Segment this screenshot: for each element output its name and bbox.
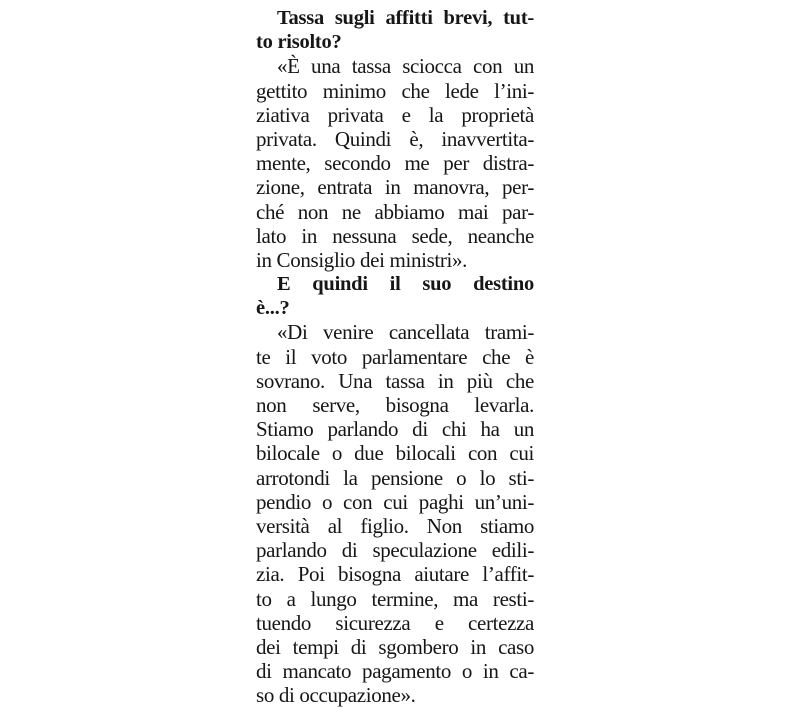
answer-line: lato in nessuna sede, neanche [256, 223, 534, 248]
interview-answer-2 [256, 320, 534, 707]
answer-line: versità al figlio. Non stiamo [256, 513, 534, 538]
answer-line: tuendo sicurezza e certezza [256, 610, 534, 635]
answer-line: bilocale o due bilocali con cui [256, 441, 534, 466]
answer-line: Stiamo parlando di chi ha un [256, 417, 534, 442]
interview-question-2 [256, 272, 534, 320]
answer-line: to a lungo termine, ma resti- [256, 586, 534, 611]
interview-answer-1 [256, 54, 534, 272]
answer-line: parlando di speculazione edili- [256, 538, 534, 563]
question-line: Tassa sugli affitti brevi, tut- [277, 7, 534, 29]
answer-line: gettito minimo che lede l’ini- [256, 78, 534, 103]
question-line: to risolto? [256, 31, 342, 54]
answer-line: te il voto parlamentare che è [256, 344, 534, 369]
answer-line: sovrano. Una tassa in più che [256, 368, 534, 393]
answer-line: ché non ne abbiamo mai par- [256, 199, 534, 224]
answer-line: di mancato pagamento o in ca- [256, 659, 534, 684]
answer-line: zia. Poi bisogna aiutare l’affit- [256, 562, 534, 587]
answer-line: arrotondi la pensione o lo sti- [256, 465, 534, 490]
answer-line: privata. Quindi è, inavvertita- [256, 126, 534, 151]
answer-line: ziativa privata e la proprietà [256, 102, 534, 127]
question-line: E quindi il suo destino [277, 273, 534, 296]
answer-line: mente, secondo me per distra- [256, 151, 534, 176]
answer-line: dei tempi di sgombero in caso [256, 634, 534, 659]
question-line: è...? [256, 297, 290, 320]
article-column [256, 6, 534, 707]
answer-line: pendio o con cui paghi un’uni- [256, 489, 534, 514]
interview-question-1 [256, 6, 534, 54]
answer-line: in Consiglio dei ministri». [256, 247, 468, 272]
answer-line: so di occupazione». [256, 683, 416, 708]
answer-line: zione, entrata in manovra, per- [256, 175, 534, 200]
answer-line: non serve, bisogna levarla. [256, 393, 534, 417]
answer-line: «È una tassa sciocca con un [277, 54, 534, 79]
answer-line: «Di venire cancellata trami- [277, 320, 534, 345]
